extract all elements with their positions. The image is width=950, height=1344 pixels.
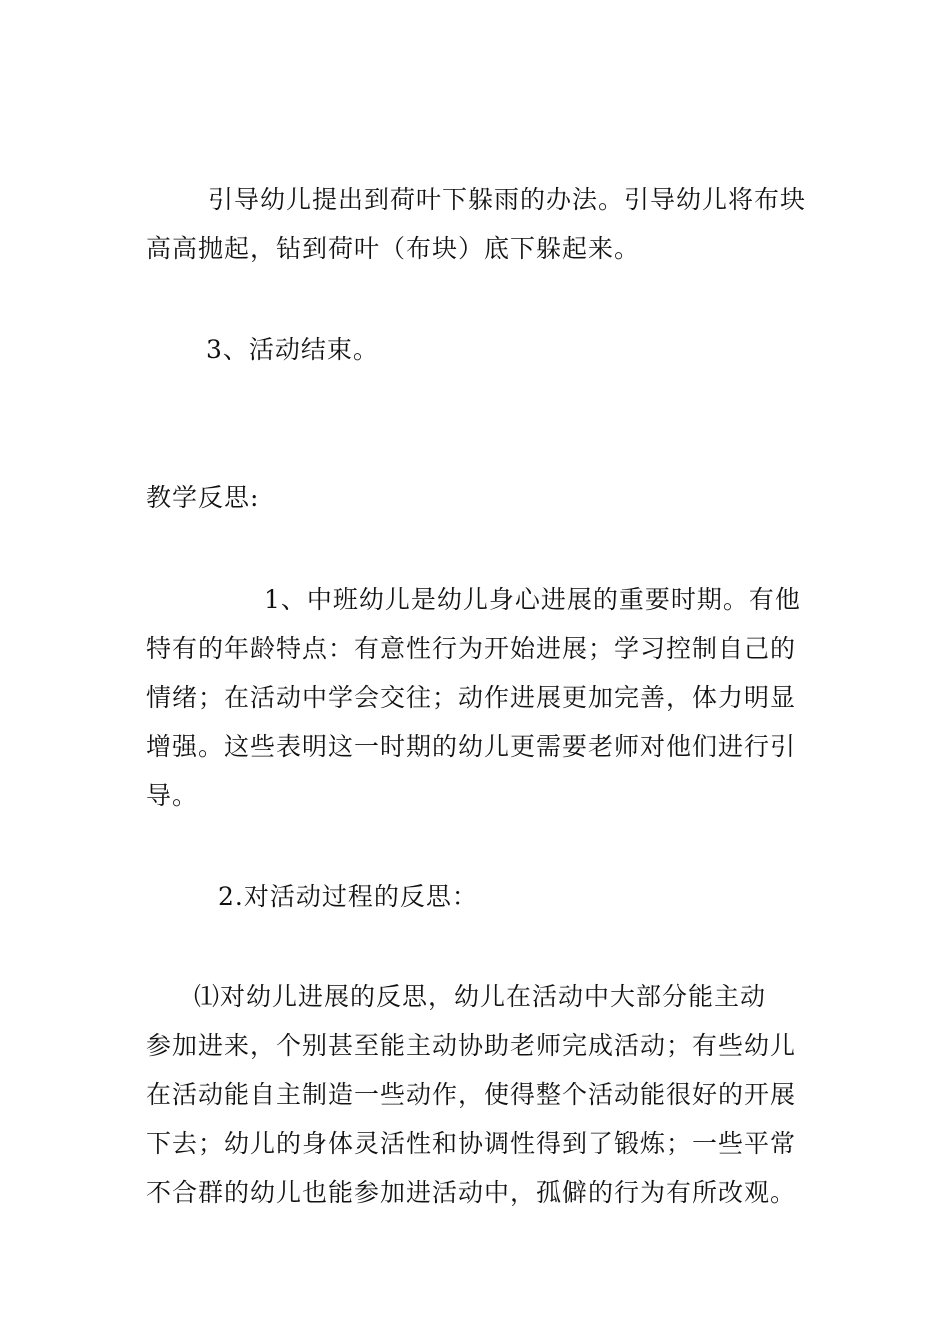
text-line: 在活动能自主制造一些动作，使得整个活动能很好的开展 <box>146 1080 797 1109</box>
text-line: 引导幼儿提出到荷叶下躲雨的办法。引导幼儿将布块 <box>208 185 807 214</box>
section-heading-teaching-reflection <box>146 473 806 522</box>
text-line: 增强。这些表明这一时期的幼儿更需要老师对他们进行引 <box>146 732 797 761</box>
text-line: 下去；幼儿的身体灵活性和协调性得到了锻炼；一些平常 <box>146 1129 797 1158</box>
text-line: 高高抛起，钻到荷叶（布块）底下躲起来。 <box>146 234 641 263</box>
text-line: 特有的年龄特点：有意性行为开始进展；学习控制自己的 <box>146 634 797 663</box>
paragraph-reflection-2-1 <box>146 972 806 1217</box>
paragraph-activity-end <box>146 325 806 374</box>
text-line: 情绪；在活动中学会交往；动作进展更加完善，体力明显 <box>146 683 797 712</box>
paragraph-guide-rain <box>146 175 806 273</box>
text-line: 3、活动结束。 <box>206 335 379 364</box>
paragraph-reflection-2-heading <box>146 872 806 921</box>
text-line: 2.对活动过程的反思： <box>218 882 478 911</box>
paragraph-reflection-1 <box>146 575 806 820</box>
text-line: ⑴对幼儿进展的反思，幼儿在活动中大部分能主动 <box>194 982 767 1011</box>
text-line: 导。 <box>146 781 199 810</box>
text-line: 参加进来，个别甚至能主动协助老师完成活动；有些幼儿 <box>146 1031 797 1060</box>
text-line: 不合群的幼儿也能参加进活动中，孤僻的行为有所改观。 <box>146 1178 797 1207</box>
text-line: 教学反思: <box>146 483 260 512</box>
text-line: 1、中班幼儿是幼儿身心进展的重要时期。有他 <box>264 585 801 614</box>
